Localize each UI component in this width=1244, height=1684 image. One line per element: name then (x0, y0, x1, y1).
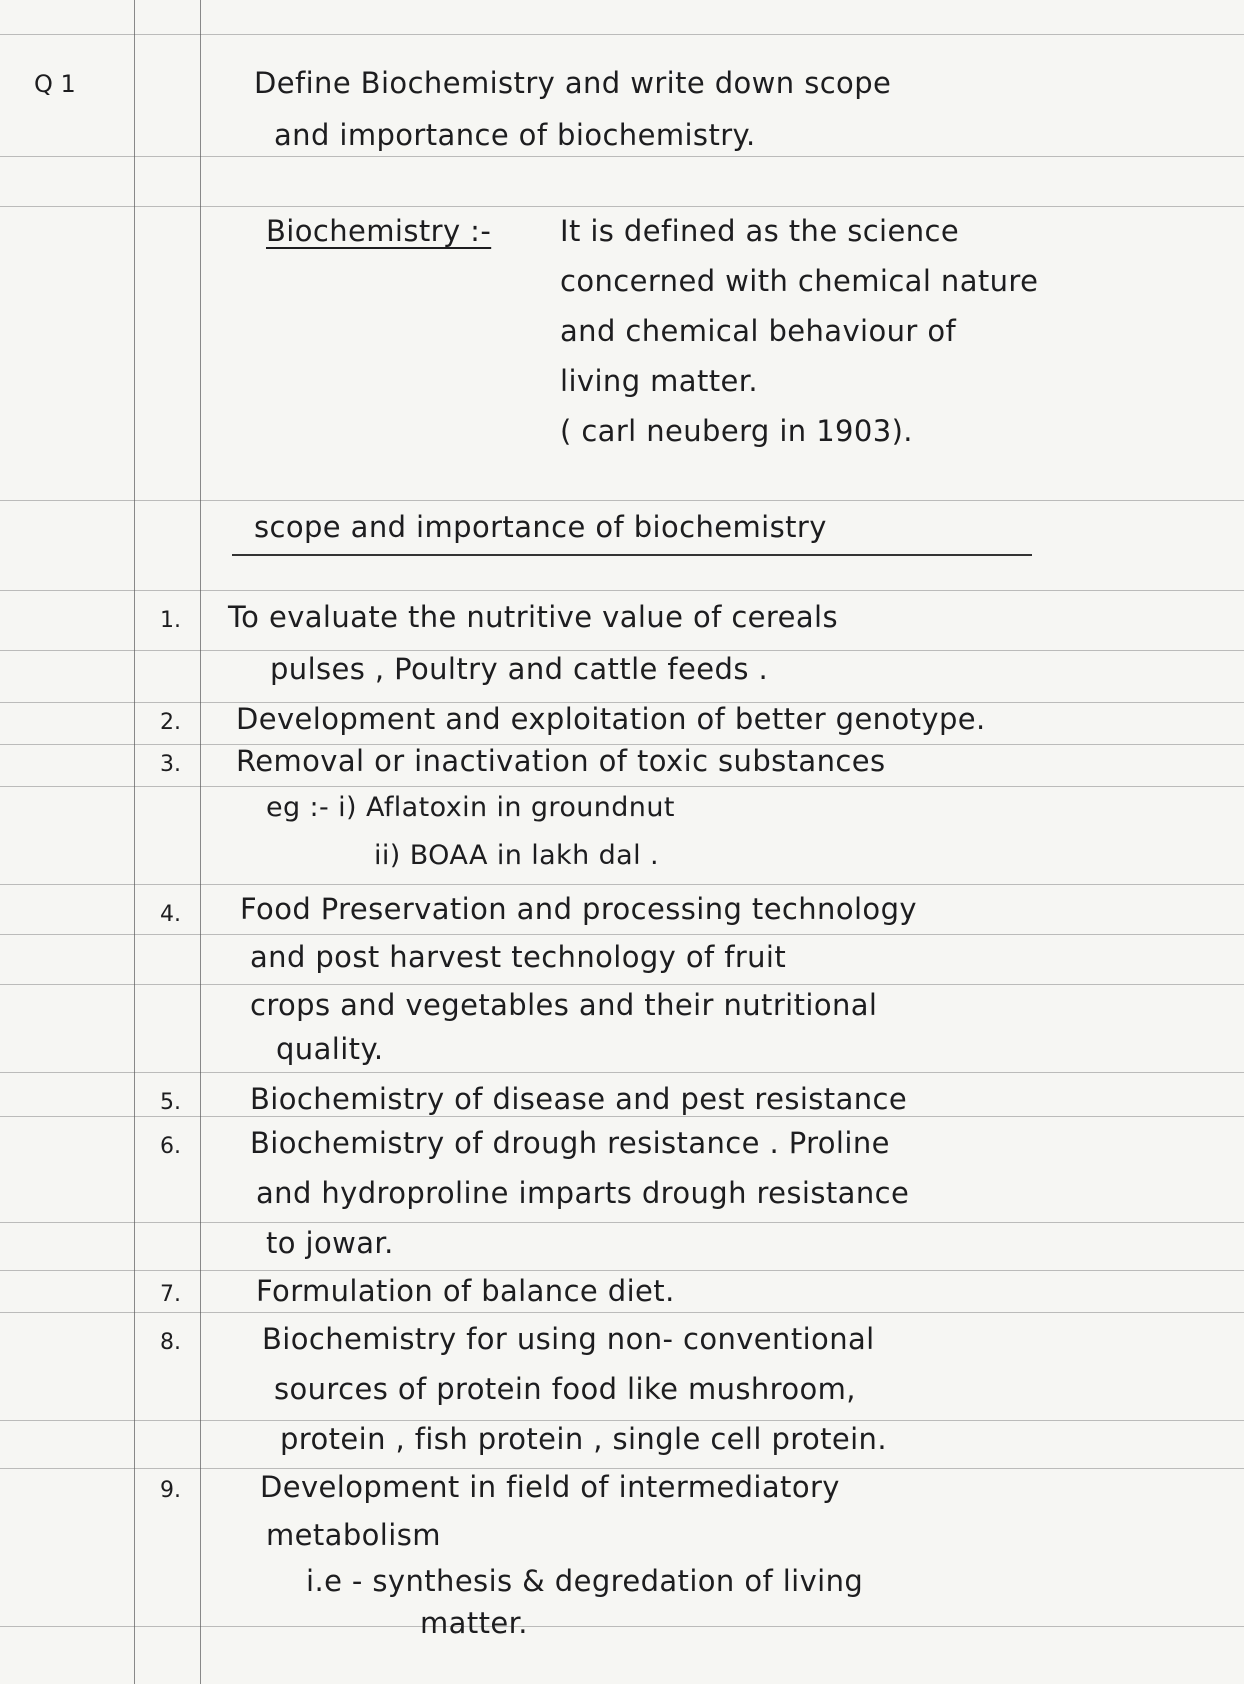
point-line: crops and vegetables and their nutritional (250, 988, 878, 1022)
point-line: quality. (276, 1032, 384, 1066)
point-line: metabolism (266, 1518, 441, 1552)
point-line: matter. (420, 1606, 528, 1640)
point-number: 7. (160, 1282, 181, 1307)
definition-line: living matter. (560, 364, 759, 398)
ruled-line (0, 206, 1244, 207)
point-number: 6. (160, 1134, 181, 1159)
point-line: and hydroproline imparts drough resistance (256, 1176, 910, 1210)
question-number: Q 1 (34, 70, 76, 98)
ruled-line (0, 1116, 1244, 1117)
point-line: To evaluate the nutritive value of cereals (228, 600, 838, 634)
point-number: 4. (160, 902, 181, 927)
point-line: Biochemistry of drough resistance . Proline (250, 1126, 890, 1160)
point-line: Development and exploitation of better genotype. (236, 702, 986, 736)
point-number: 8. (160, 1330, 181, 1355)
point-line: Removal or inactivation of toxic substances (236, 744, 886, 778)
point-line: Formulation of balance diet. (256, 1274, 675, 1308)
ruled-line (0, 1222, 1244, 1223)
margin-line (134, 0, 135, 1684)
point-line: Biochemistry of disease and pest resistance (250, 1082, 908, 1116)
ruled-line (0, 984, 1244, 985)
definition-citation: ( carl neuberg in 1903). (560, 414, 913, 448)
point-line: Development in field of intermediatory (260, 1470, 840, 1504)
ruled-line (0, 1626, 1244, 1627)
point-line: ii) BOAA in lakh dal . (374, 840, 659, 871)
ruled-line (0, 1072, 1244, 1073)
ruled-line (0, 650, 1244, 651)
ruled-line (0, 934, 1244, 935)
definition-line: It is defined as the science (560, 214, 960, 248)
ruled-line (0, 500, 1244, 501)
ruled-line (0, 1468, 1244, 1469)
point-number: 9. (160, 1478, 181, 1503)
ruled-line (0, 786, 1244, 787)
point-number: 3. (160, 752, 181, 777)
point-line: i.e - synthesis & degredation of living (306, 1564, 864, 1598)
question-line-1: Define Biochemistry and write down scope (254, 66, 892, 100)
question-line-2: and importance of biochemistry. (274, 118, 756, 152)
ruled-line (0, 156, 1244, 157)
point-line: Biochemistry for using non- conventional (262, 1322, 875, 1356)
point-line: to jowar. (266, 1226, 394, 1260)
heading-underline (232, 554, 1032, 556)
point-number: 5. (160, 1090, 181, 1115)
point-number: 2. (160, 710, 181, 735)
definition-term: Biochemistry :- (266, 214, 492, 248)
ruled-line (0, 884, 1244, 885)
ruled-line (0, 1420, 1244, 1421)
point-line: protein , fish protein , single cell protein. (280, 1422, 887, 1456)
definition-line: and chemical behaviour of (560, 314, 957, 348)
point-line: pulses , Poultry and cattle feeds . (270, 652, 769, 686)
ruled-line (0, 1312, 1244, 1313)
point-line: eg :- i) Aflatoxin in groundnut (266, 792, 675, 823)
point-number: 1. (160, 608, 181, 633)
point-line: sources of protein food like mushroom, (274, 1372, 856, 1406)
definition-line: concerned with chemical nature (560, 264, 1039, 298)
point-line: and post harvest technology of fruit (250, 940, 787, 974)
ruled-line (0, 1270, 1244, 1271)
ruled-line (0, 34, 1244, 35)
scope-heading: scope and importance of biochemistry (254, 510, 827, 544)
point-line: Food Preservation and processing technology (240, 892, 917, 926)
margin-line (200, 0, 201, 1684)
ruled-line (0, 590, 1244, 591)
